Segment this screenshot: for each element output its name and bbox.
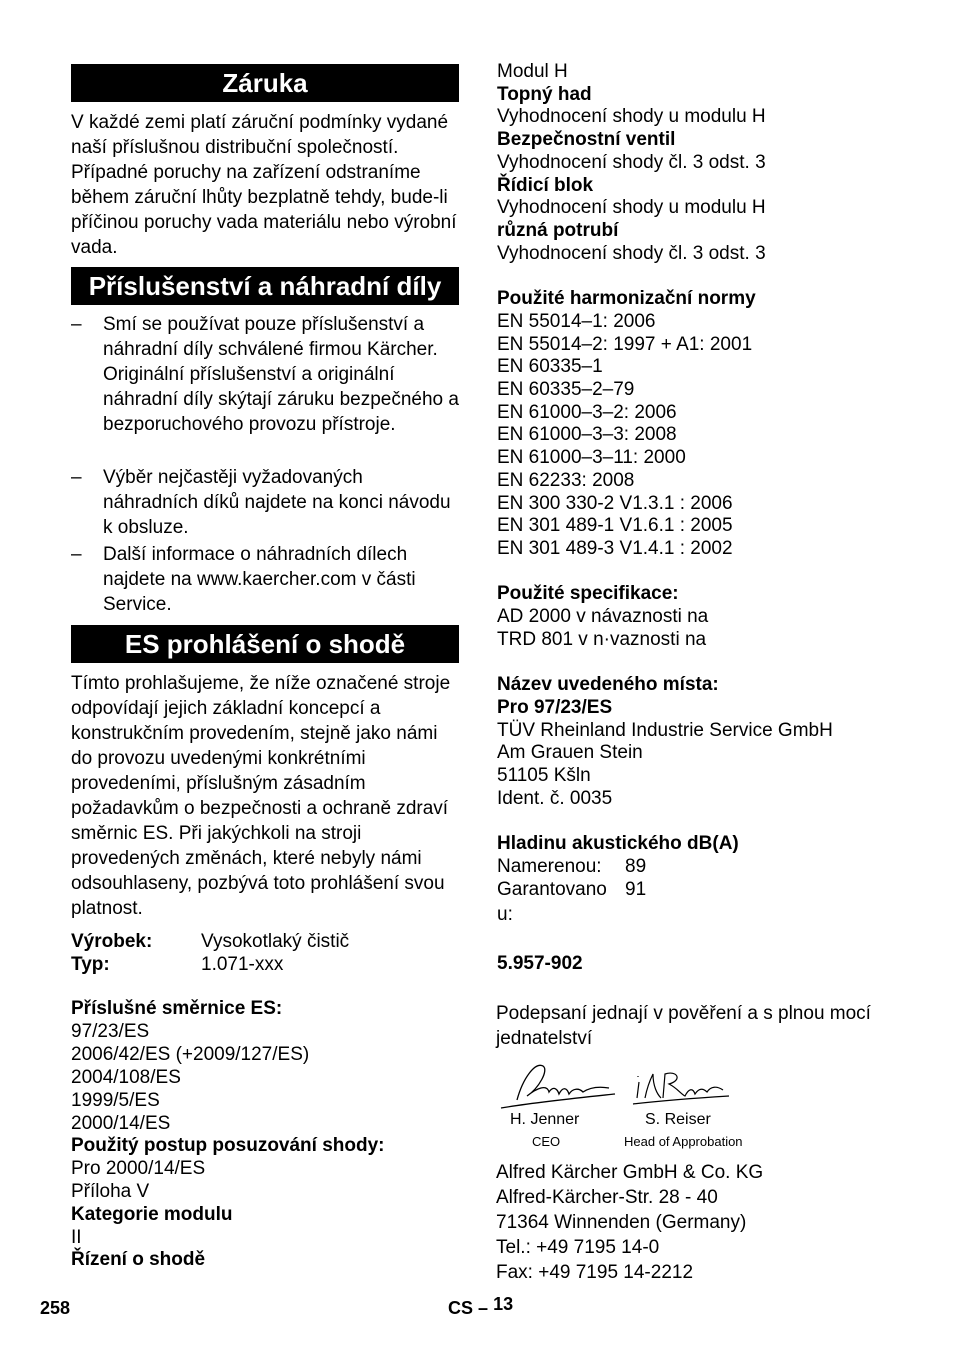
accessories-item-text: Další informace o náhradních dílech najdete na www.kaercher.com v části Service. xyxy=(103,544,416,615)
component-name: Topný had xyxy=(497,84,592,105)
guaranteed-row xyxy=(497,878,646,901)
standard-item: EN 60335–1 xyxy=(497,356,603,377)
directive-item: 2000/14/ES xyxy=(71,1113,171,1134)
signature-reiser-icon xyxy=(633,1073,729,1104)
bullet-dash: – xyxy=(71,467,82,488)
standard-item: EN 55014–1: 2006 xyxy=(497,311,656,332)
type-row xyxy=(71,953,283,976)
conformity-control-heading: Řízení o shodě xyxy=(71,1249,206,1270)
standard-item: EN 301 489-3 V1.4.1 : 2002 xyxy=(497,538,733,559)
footer-section-page: 13 xyxy=(493,1294,514,1314)
standard-item: EN 300 330-2 V1.3.1 : 2006 xyxy=(497,493,733,514)
measured-label: Namerenou: xyxy=(497,856,602,877)
accessories-item xyxy=(71,542,461,617)
accessories-item xyxy=(71,312,461,437)
notified-body-sub: Pro 97/23/ES xyxy=(497,697,613,718)
component-name: různá potrubí xyxy=(497,220,619,241)
address-line: Fax: +49 7195 14-2212 xyxy=(496,1262,694,1283)
notified-body-line: Am Grauen Stein xyxy=(497,742,643,763)
accessories-item-text: Smí se používat pouze příslušenství a náhradní díly schválené firmou Kärcher. Originální příslušenství a originální náhradní díly skýtají záruku bezpečného a bezporuchového provozu přístroje. xyxy=(103,314,459,435)
notified-body-line: TÜV Rheinland Industrie Service GmbH xyxy=(497,720,833,741)
component-value: Vyhodnocení shody u modulu H xyxy=(497,197,766,218)
accessories-item-text: Výběr nejčastěji vyžadovaných náhradních díků najdete na konci návodu k obsluze. xyxy=(103,467,451,538)
signer-name: S. Reiser xyxy=(645,1111,711,1128)
footer-section xyxy=(448,1294,514,1319)
module-category-value: II xyxy=(71,1227,82,1248)
component-value: Vyhodnocení shody u modulu H xyxy=(497,106,766,127)
signatures-graphic xyxy=(497,1058,737,1113)
standard-item: EN 61000–3–3: 2008 xyxy=(497,424,677,445)
product-label: Výrobek: xyxy=(71,931,153,952)
accessories-heading: Příslušenství a náhradní díly xyxy=(71,267,459,305)
standard-item: EN 60335–2–79 xyxy=(497,379,635,400)
bullet-dash: – xyxy=(71,314,82,335)
procedure-line: Pro 2000/14/ES xyxy=(71,1158,206,1179)
product-value: Vysokotlaký čistič xyxy=(201,931,350,952)
bullet-dash: – xyxy=(71,544,82,565)
component-value: Vyhodnocení shody čl. 3 odst. 3 xyxy=(497,152,766,173)
directives-heading: Příslušné směrnice ES: xyxy=(71,998,283,1019)
product-row xyxy=(71,930,349,953)
standard-item: EN 55014–2: 1997 + A1: 2001 xyxy=(497,334,753,355)
guaranteed-suffix: u: xyxy=(497,904,513,925)
acoustic-heading: Hladinu akustického dB(A) xyxy=(497,833,739,854)
signer-name: H. Jenner xyxy=(510,1111,580,1128)
footer-dash: – xyxy=(478,1298,489,1318)
warranty-text: V každé zemi platí záruční podmínky vydané naší příslušnou distribuční společností. Případné poruchy na zařízení odstraníme během záruční lhůty bezplatně tehdy, bude-li příčinou poruchy vada materiálu nebo výrobní vada. xyxy=(71,112,457,258)
measured-row xyxy=(497,855,646,878)
procedure-heading: Použitý postup posuzování shody: xyxy=(71,1135,385,1156)
specs-heading: Použité specifikace: xyxy=(497,583,679,604)
signed-text: Podepsaní jednají v pověření a s plnou mocí jednatelství xyxy=(496,1003,871,1049)
address-line: Alfred-Kärcher-Str. 28 - 40 xyxy=(496,1187,718,1208)
address-line: Tel.: +49 7195 14-0 xyxy=(496,1237,660,1258)
measured-value: 89 xyxy=(625,856,647,877)
accessories-item xyxy=(71,465,461,540)
footer-lang: CS xyxy=(448,1298,474,1318)
notified-body-heading: Název uvedeného místa: xyxy=(497,674,719,695)
directive-item: 2006/42/ES (+2009/127/ES) xyxy=(71,1044,310,1065)
page-number: 258 xyxy=(40,1298,71,1318)
procedure-line: Příloha V xyxy=(71,1181,150,1202)
address-line: 71364 Winnenden (Germany) xyxy=(496,1212,747,1233)
notified-body-line: Ident. č. 0035 xyxy=(497,788,613,809)
component-value: Vyhodnocení shody čl. 3 odst. 3 xyxy=(497,243,766,264)
standard-item: EN 61000–3–11: 2000 xyxy=(497,447,686,468)
standard-item: EN 62233: 2008 xyxy=(497,470,635,491)
type-value: 1.071-xxx xyxy=(201,954,284,975)
guaranteed-label: Garantovano xyxy=(497,879,607,900)
signature-jenner-icon xyxy=(501,1065,615,1108)
module-line: Modul H xyxy=(497,61,568,82)
guaranteed-value: 91 xyxy=(625,879,647,900)
type-label: Typ: xyxy=(71,954,110,975)
notified-body-line: 51105 Kšln xyxy=(497,765,591,786)
module-category-heading: Kategorie modulu xyxy=(71,1204,233,1225)
standards-heading: Použité harmonizační normy xyxy=(497,288,756,309)
document-number: 5.957-902 xyxy=(497,953,583,974)
warranty-heading: Záruka xyxy=(71,64,459,102)
directive-item: 97/23/ES xyxy=(71,1021,150,1042)
directive-item: 1999/5/ES xyxy=(71,1090,160,1111)
spec-item: AD 2000 v návaznosti na xyxy=(497,606,709,627)
standard-item: EN 61000–3–2: 2006 xyxy=(497,402,677,423)
directive-item: 2004/108/ES xyxy=(71,1067,181,1088)
signer-role: Head of Approbation xyxy=(624,1134,743,1149)
conformity-heading: ES prohlášení o shodě xyxy=(71,625,459,663)
component-name: Řídicí blok xyxy=(497,175,594,196)
address-line: Alfred Kärcher GmbH & Co. KG xyxy=(496,1162,764,1183)
spec-item: TRD 801 v n·vaznosti na xyxy=(497,629,707,650)
conformity-text: Tímto prohlašujeme, že níže označené stroje odpovídají jejich základní koncepcí a konstrukčním provedením, stejně jako námi do provozu uvedenými konkrétními provedeními, příslušným zásadním požadavkům o bezpečnosti a ochraně zdraví směrnic ES. Při jakýchkoli na stroji provedených změnách, které nebyly námi odsouhlaseny, pozbývá toto prohlášení svou platnost. xyxy=(71,673,451,919)
component-name: Bezpečnostní ventil xyxy=(497,129,676,150)
signer-role: CEO xyxy=(532,1134,561,1149)
standard-item: EN 301 489-1 V1.6.1 : 2005 xyxy=(497,515,733,536)
